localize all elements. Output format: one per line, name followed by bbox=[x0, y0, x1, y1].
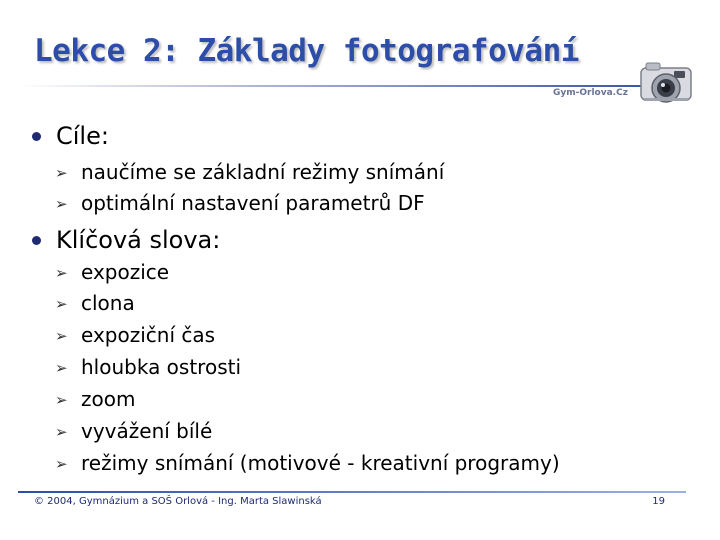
list-item-label: expozice bbox=[81, 260, 170, 284]
list-item-label: režimy snímání (motivové - kreativní programy) bbox=[81, 451, 560, 475]
list-item bbox=[55, 419, 213, 443]
title-divider bbox=[18, 85, 650, 87]
arrowhead-bullet-icon: ➢ bbox=[55, 423, 68, 441]
list-item bbox=[55, 160, 445, 184]
list-item-label: hloubka ostrosti bbox=[81, 355, 242, 379]
list-item-label: expoziční čas bbox=[81, 323, 216, 347]
list-item bbox=[55, 323, 216, 347]
arrowhead-bullet-icon: ➢ bbox=[55, 164, 68, 182]
footer-copyright: © 2004, Gymnázium a SOŠ Orlová - Ing. Marta Slawinská bbox=[34, 496, 322, 507]
arrowhead-bullet-icon: ➢ bbox=[55, 195, 68, 213]
arrowhead-bullet-icon: ➢ bbox=[55, 264, 68, 282]
list-item-label: zoom bbox=[81, 387, 136, 411]
list-item bbox=[55, 451, 560, 475]
list-item-label: clona bbox=[81, 291, 135, 315]
list-item bbox=[55, 191, 425, 215]
camera-icon bbox=[638, 58, 696, 110]
arrowhead-bullet-icon: ➢ bbox=[55, 327, 68, 345]
page-number: 19 bbox=[652, 496, 665, 507]
list-item bbox=[55, 291, 135, 315]
arrowhead-bullet-icon: ➢ bbox=[55, 391, 68, 409]
list-item bbox=[55, 387, 136, 411]
arrowhead-bullet-icon: ➢ bbox=[55, 455, 68, 473]
list-item-label: vyvážení bílé bbox=[81, 419, 213, 443]
slide-title: Lekce 2: Základy fotografování bbox=[34, 33, 579, 69]
section-heading-keywords bbox=[56, 226, 220, 254]
list-item-label: optimální nastavení parametrů DF bbox=[81, 191, 425, 215]
section-heading-label: Klíčová slova: bbox=[56, 226, 221, 254]
filled-circle-bullet-icon bbox=[32, 236, 41, 245]
section-heading-goals bbox=[56, 122, 109, 150]
arrowhead-bullet-icon: ➢ bbox=[55, 359, 68, 377]
footer-divider bbox=[18, 491, 686, 493]
list-item bbox=[55, 260, 170, 284]
list-item-label: naučíme se základní režimy snímání bbox=[81, 160, 445, 184]
list-item bbox=[55, 355, 242, 379]
filled-circle-bullet-icon bbox=[32, 132, 41, 141]
site-label: Gym-Orlova.Cz bbox=[553, 88, 628, 98]
arrowhead-bullet-icon: ➢ bbox=[55, 295, 68, 313]
section-heading-label: Cíle: bbox=[56, 122, 109, 150]
